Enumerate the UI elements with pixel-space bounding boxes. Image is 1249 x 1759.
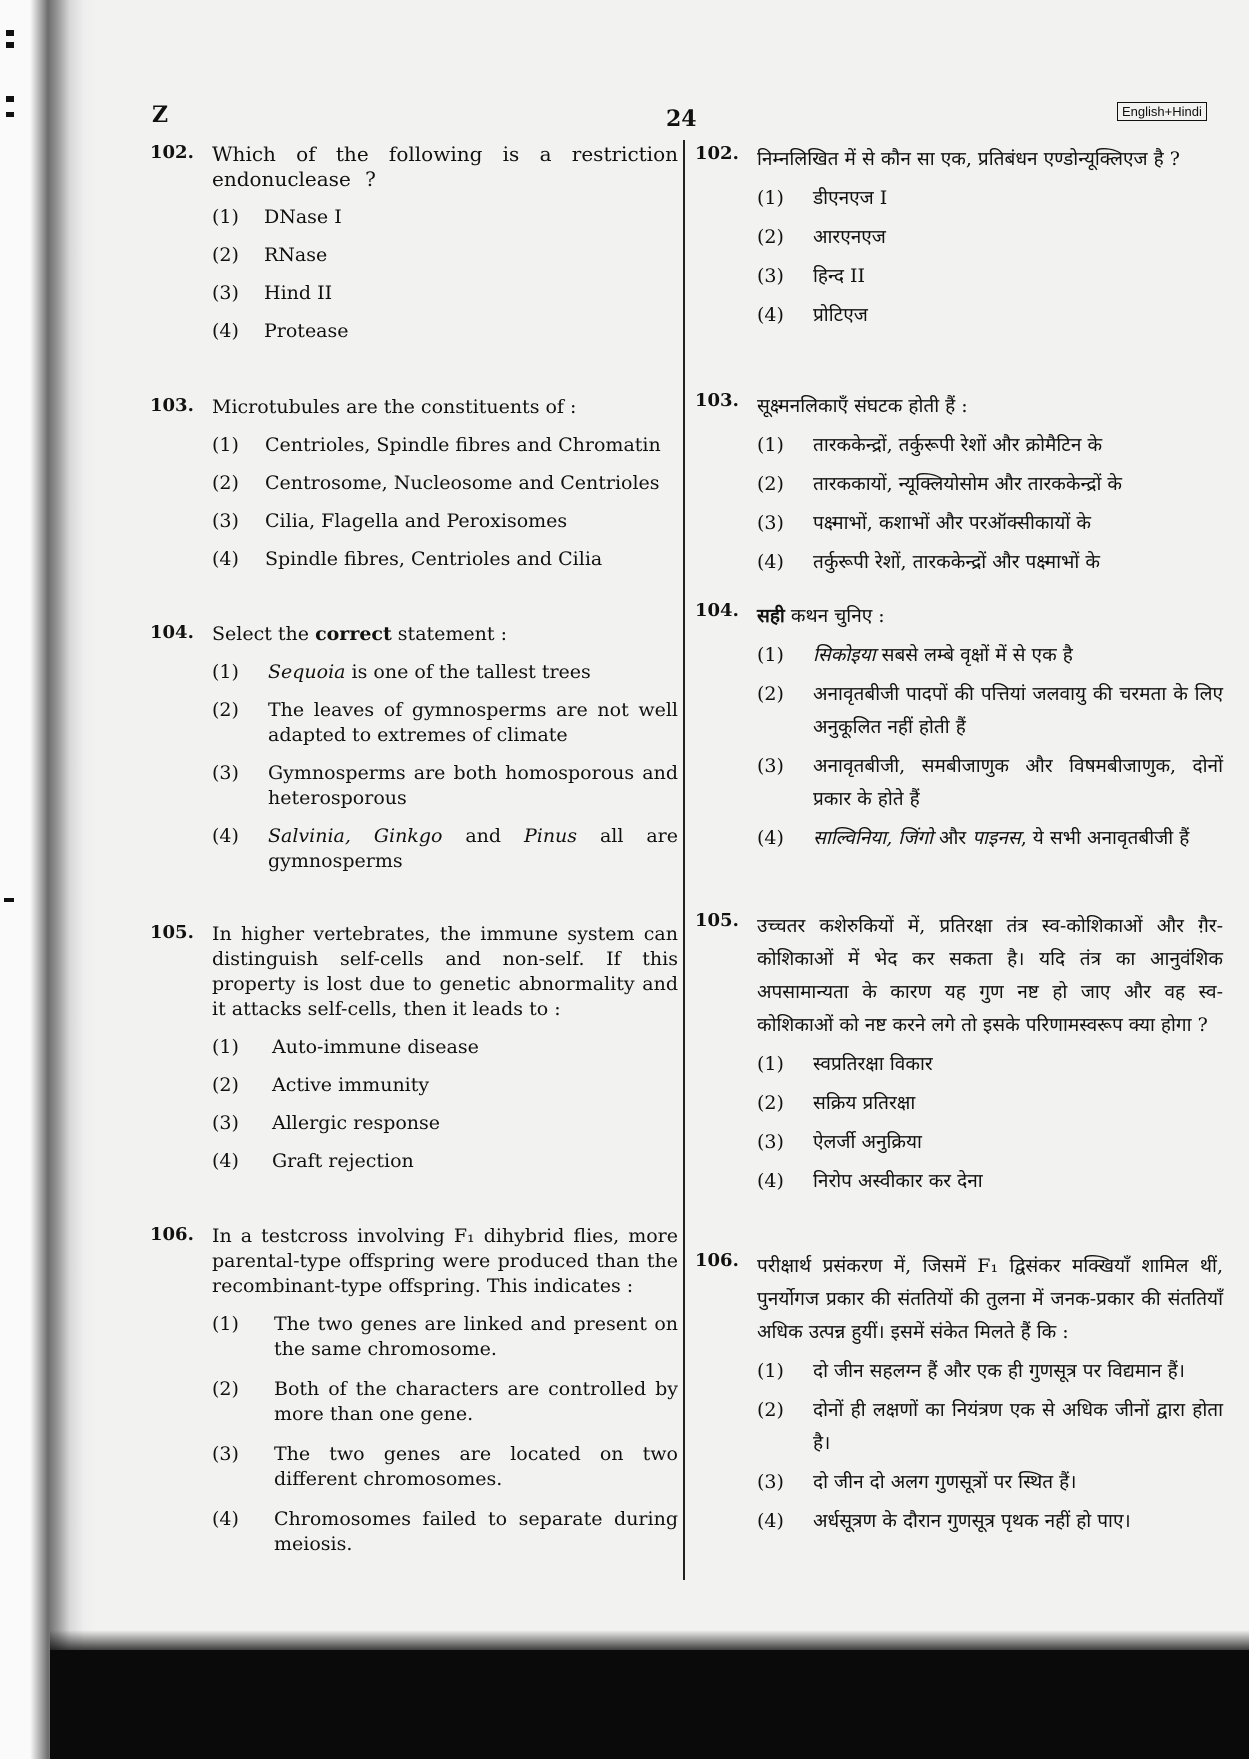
- option-3: [212, 761, 678, 811]
- question-104-hi: [695, 600, 1223, 855]
- option-text: Salvinia, Ginkgo and Pinus all are gymnosperms: [268, 825, 678, 872]
- option-text: डीएनएज I: [813, 187, 888, 209]
- option-number: (4): [757, 304, 784, 326]
- option-text: स्वप्रतिरक्षा विकार: [813, 1053, 933, 1075]
- question-102-hi: [695, 143, 1223, 332]
- option-number: (2): [212, 472, 239, 494]
- scan-mark: [6, 42, 14, 48]
- option-3: [757, 507, 1223, 540]
- option-2: [757, 468, 1223, 501]
- option-number: (3): [212, 1443, 239, 1465]
- scan-mark: [4, 898, 14, 902]
- option-3: [757, 1466, 1223, 1499]
- scan-mark: [6, 112, 14, 117]
- option-text: अनावृतबीजी, समबीजाणुक और विषमबीजाणुक, दोनों प्रकार के होते हैं: [813, 755, 1223, 810]
- option-text: अनावृतबीजी पादपों की पत्तियां जलवायु की चरमता के लिए अनुकूलित नहीं होती हैं: [813, 683, 1223, 738]
- question-103-hi: [695, 390, 1223, 579]
- scan-shadow: [50, 1630, 1249, 1652]
- set-code: Z: [152, 102, 169, 128]
- option-number: (1): [212, 661, 239, 683]
- scan-binding-shadow: [0, 0, 96, 1759]
- page-number: 24: [666, 106, 697, 132]
- option-2: [212, 1073, 678, 1098]
- option-number: (4): [212, 548, 239, 570]
- option-2: [212, 1377, 678, 1427]
- question-number: 104.: [695, 600, 739, 621]
- option-1: [212, 205, 678, 230]
- option-number: (1): [757, 434, 784, 456]
- option-text: प्रोटिएज: [813, 304, 868, 326]
- question-stem: निम्नलिखित में से कौन सा एक, प्रतिबंधन एण्डोन्यूक्लिएज है ?: [757, 148, 1180, 170]
- option-2: [212, 698, 678, 748]
- option-number: (2): [757, 473, 784, 495]
- option-3: [757, 1126, 1223, 1159]
- question-stem: परीक्षार्थ प्रसंकरण में, जिसमें F₁ द्विसंकर मक्खियाँ शामिल थीं, पुनर्योगज प्रकार की संततियों की तुलना में जनक-प्रकार की संततियाँ अधिक उत्पन्न हुयीं। इसमें संकेत मिलते हैं कि :: [757, 1255, 1223, 1343]
- option-text: Cilia, Flagella and Peroxisomes: [265, 510, 568, 532]
- question-number: 103.: [695, 390, 739, 411]
- option-number: (2): [212, 1378, 239, 1400]
- option-number: (4): [212, 1150, 239, 1172]
- question-number: 102.: [695, 143, 739, 164]
- option-text: तारककेन्द्रों, तर्कुरूपी रेशों और क्रोमैटिन के: [813, 434, 1103, 456]
- option-1: [212, 660, 678, 685]
- option-text: Active immunity: [272, 1074, 430, 1096]
- option-4: [212, 547, 678, 572]
- option-text: निरोप अस्वीकार कर देना: [813, 1170, 983, 1192]
- option-4: [757, 299, 1223, 332]
- question-number: 103.: [150, 395, 194, 416]
- option-1: [212, 1312, 678, 1362]
- option-number: (3): [212, 282, 239, 304]
- option-text: Auto-immune disease: [272, 1036, 479, 1058]
- option-number: (4): [757, 551, 784, 573]
- question-stem: सूक्ष्मनलिकाएँ संघटक होती हैं :: [757, 395, 968, 417]
- question-stem: In a testcross involving F₁ dihybrid flies, more parental-type offspring were produced than the recombinant-type offspring. This indicates :: [212, 1225, 678, 1297]
- option-number: (3): [212, 1112, 239, 1134]
- option-number: (2): [212, 244, 239, 266]
- option-text: सिकोइया सबसे लम्बे वृक्षों में से एक है: [813, 644, 1073, 666]
- option-number: (1): [757, 644, 784, 666]
- scan-mark: [6, 30, 14, 36]
- option-1: [757, 182, 1223, 215]
- option-text: दो जीन सहलग्न हैं और एक ही गुणसूत्र पर विद्यमान हैं।: [813, 1360, 1185, 1382]
- option-4: [212, 1507, 678, 1557]
- option-4: [757, 1165, 1223, 1198]
- option-text: The two genes are linked and present on the same chromosome.: [274, 1313, 678, 1360]
- option-number: (3): [757, 1471, 784, 1493]
- question-stem: Microtubules are the constituents of :: [212, 396, 577, 418]
- option-3: [212, 281, 678, 306]
- option-number: (4): [212, 825, 239, 847]
- option-1: [212, 433, 678, 458]
- option-text: DNase I: [264, 206, 342, 228]
- option-text: सक्रिय प्रतिरक्षा: [813, 1092, 916, 1114]
- option-text: तारककायों, न्यूक्लियोसोम और तारककेन्द्रों के: [813, 473, 1123, 495]
- option-number: (1): [212, 206, 239, 228]
- option-3: [757, 750, 1223, 816]
- question-106-en: [150, 1224, 678, 1557]
- option-number: (1): [212, 1036, 239, 1058]
- question-105-hi: [695, 910, 1223, 1198]
- question-number: 102.: [150, 142, 194, 163]
- option-2: [757, 678, 1223, 744]
- option-4: [757, 822, 1223, 855]
- option-number: (3): [212, 510, 239, 532]
- option-2: [757, 1394, 1223, 1460]
- question-number: 106.: [695, 1250, 739, 1271]
- option-3: [212, 1111, 678, 1136]
- option-1: [757, 639, 1223, 672]
- question-103-en: [150, 395, 678, 572]
- option-text: Centrioles, Spindle fibres and Chromatin: [265, 434, 661, 456]
- option-number: (1): [212, 434, 239, 456]
- option-text: साल्विनिया, जिंगो और पाइनस, ये सभी अनावृतबीजी हैं: [813, 827, 1190, 849]
- option-3: [212, 1442, 678, 1492]
- option-text: Both of the characters are controlled by more than one gene.: [274, 1378, 678, 1425]
- option-number: (1): [757, 1053, 784, 1075]
- option-number: (3): [757, 512, 784, 534]
- option-1: [757, 1048, 1223, 1081]
- question-number: 104.: [150, 622, 194, 643]
- column-divider: [683, 140, 685, 1580]
- question-102-en: [150, 142, 678, 344]
- option-text: Graft rejection: [272, 1150, 414, 1172]
- option-number: (4): [757, 827, 784, 849]
- option-number: (3): [212, 762, 239, 784]
- option-text: Centrosome, Nucleosome and Centrioles: [265, 472, 660, 494]
- option-3: [212, 509, 678, 534]
- question-stem: Select the correct statement :: [212, 623, 507, 645]
- option-text: Protease: [264, 320, 349, 342]
- option-number: (2): [757, 1092, 784, 1114]
- option-text: Chromosomes failed to separate during meiosis.: [274, 1508, 678, 1555]
- option-number: (1): [757, 1360, 784, 1382]
- option-4: [757, 546, 1223, 579]
- option-text: ऐलर्जी अनुक्रिया: [813, 1131, 922, 1153]
- option-text: Spindle fibres, Centrioles and Cilia: [265, 548, 603, 570]
- option-text: हिन्द II: [813, 265, 866, 287]
- option-text: पक्ष्माभों, कशाभों और परऑक्सीकायों के: [813, 512, 1091, 534]
- option-1: [757, 1355, 1223, 1388]
- option-text: The two genes are located on two different chromosomes.: [274, 1443, 678, 1490]
- scan-bottom-edge: [50, 1650, 1249, 1759]
- option-text: Gymnosperms are both homosporous and heterosporous: [268, 762, 678, 809]
- option-4: [212, 1149, 678, 1174]
- option-number: (4): [212, 1508, 239, 1530]
- option-4: [212, 319, 678, 344]
- option-2: [757, 221, 1223, 254]
- option-2: [212, 243, 678, 268]
- question-106-hi: [695, 1250, 1223, 1538]
- option-number: (3): [757, 265, 784, 287]
- option-number: (1): [212, 1313, 239, 1335]
- option-number: (4): [212, 320, 239, 342]
- question-number: 106.: [150, 1224, 194, 1245]
- option-4: [212, 824, 678, 874]
- option-2: [212, 471, 678, 496]
- option-number: (3): [757, 1131, 784, 1153]
- option-number: (4): [757, 1510, 784, 1532]
- question-number: 105.: [695, 910, 739, 931]
- option-1: [212, 1035, 678, 1060]
- option-number: (2): [212, 699, 239, 721]
- option-number: (4): [757, 1170, 784, 1192]
- question-stem: Which of the following is a restriction endonuclease ?: [212, 142, 678, 191]
- language-badge: English+Hindi: [1117, 102, 1207, 121]
- scan-mark: [6, 96, 14, 102]
- question-stem: सही कथन चुनिए :: [757, 605, 885, 627]
- option-text: Hind II: [264, 282, 333, 304]
- option-text: RNase: [264, 244, 328, 266]
- question-number: 105.: [150, 922, 194, 943]
- option-text: तर्कुरूपी रेशों, तारककेन्द्रों और पक्ष्माभों के: [813, 551, 1100, 573]
- option-number: (2): [757, 226, 784, 248]
- option-4: [757, 1505, 1223, 1538]
- option-text: दोनों ही लक्षणों का नियंत्रण एक से अधिक जीनों द्वारा होता है।: [813, 1399, 1223, 1454]
- option-1: [757, 429, 1223, 462]
- option-text: अर्धसूत्रण के दौरान गुणसूत्र पृथक नहीं हो पाए।: [813, 1510, 1131, 1532]
- option-number: (2): [212, 1074, 239, 1096]
- option-number: (2): [757, 1399, 784, 1421]
- question-stem: उच्चतर कशेरुकियों में, प्रतिरक्षा तंत्र स्व-कोशिकाओं और ग़ैर-कोशिकाओं में भेद कर सकता है। यदि तंत्र का आनुवंशिक अपसामान्यता के कारण यह गुण नष्ट हो जाए और वह स्व-कोशिकाओं को नष्ट करने लगे तो इसके परिणामस्वरूप क्या होगा ?: [757, 915, 1223, 1036]
- question-105-en: [150, 922, 678, 1174]
- option-3: [757, 260, 1223, 293]
- option-2: [757, 1087, 1223, 1120]
- option-text: Allergic response: [272, 1112, 441, 1134]
- option-text: The leaves of gymnosperms are not well adapted to extremes of climate: [268, 699, 678, 746]
- question-104-en: [150, 622, 678, 874]
- option-number: (2): [757, 683, 784, 705]
- option-text: Sequoia is one of the tallest trees: [268, 661, 591, 683]
- option-number: (1): [757, 187, 784, 209]
- option-number: (3): [757, 755, 784, 777]
- option-text: दो जीन दो अलग गुणसूत्रों पर स्थित हैं।: [813, 1471, 1077, 1493]
- question-stem: In higher vertebrates, the immune system can distinguish self-cells and non-self. If this property is lost due to genetic abnormality and it attacks self-cells, then it leads to :: [212, 923, 678, 1020]
- option-text: आरएनएज: [813, 226, 886, 248]
